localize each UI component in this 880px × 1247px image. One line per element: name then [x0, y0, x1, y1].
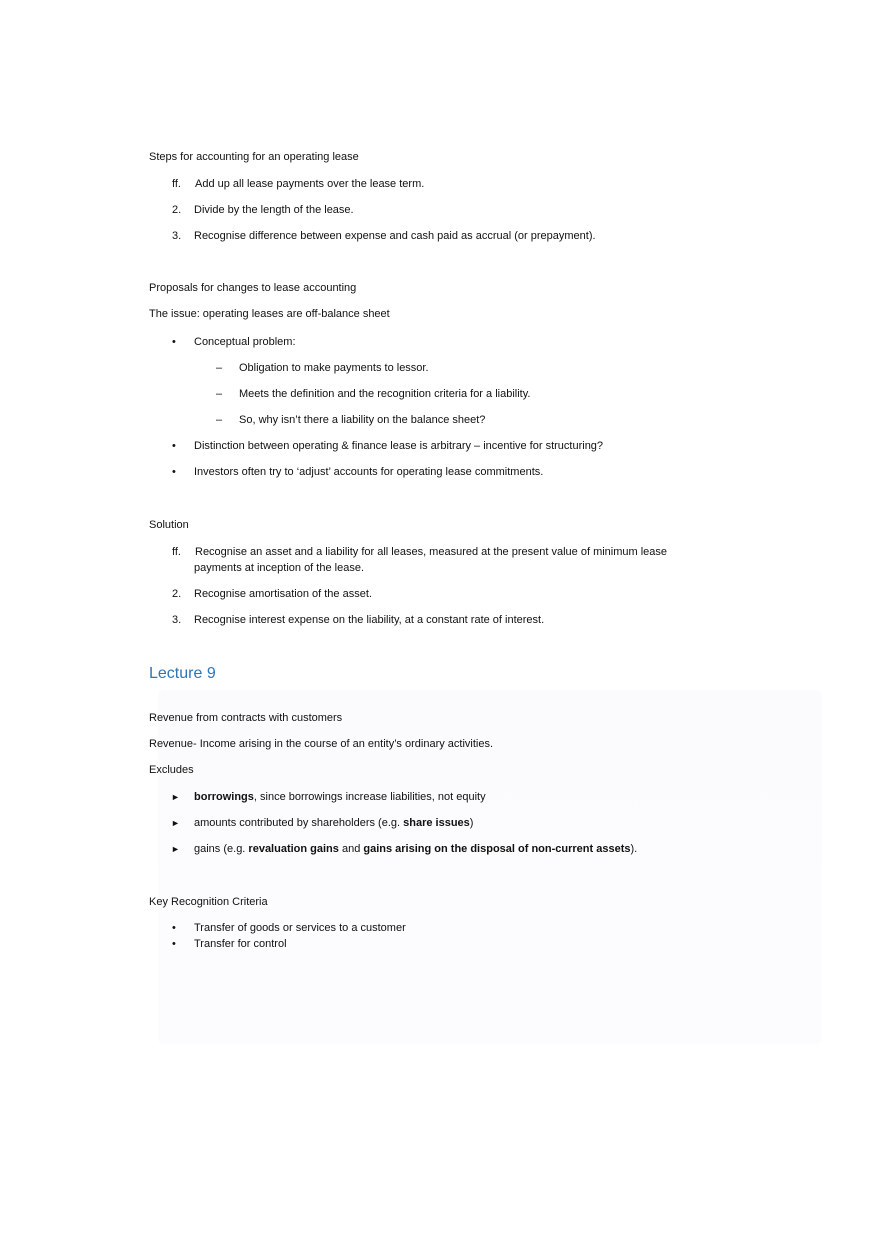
bullet-item: Investors often try to ‘adjust’ accounts for operating lease commitments. [194, 466, 544, 478]
list-item-continuation: payments at inception of the lease. [194, 562, 364, 574]
arrow-bullet-icon: ► [171, 818, 180, 828]
sub-item: So, why isn’t there a liability on the balance sheet? [239, 414, 486, 426]
criteria-title: Key Recognition Criteria [149, 896, 268, 908]
excludes-label: Excludes [149, 764, 194, 776]
exclusion-item [194, 790, 486, 804]
list-item: Recognise difference between expense and cash paid as accrual (or prepayment). [194, 230, 596, 242]
list-marker: 3. [172, 614, 182, 626]
sub-item: Meets the definition and the recognition criteria for a liability. [239, 388, 531, 400]
list-marker: 2. [172, 588, 182, 600]
bold-term: revaluation gains [248, 843, 339, 855]
sub-item: Obligation to make payments to lessor. [239, 362, 429, 374]
list-marker: 3. [172, 230, 182, 242]
section-title-solution: Solution [149, 519, 189, 531]
bullet-item: Conceptual problem: [194, 336, 296, 348]
bullet-marker: • [172, 466, 176, 478]
arrow-bullet-icon: ► [171, 792, 180, 802]
section-title-operating-lease: Steps for accounting for an operating lease [149, 151, 359, 163]
issue-text: The issue: operating leases are off-balance sheet [149, 308, 390, 320]
bold-term: gains arising on the disposal of non-current assets [363, 843, 631, 855]
list-marker: ff. [172, 546, 181, 558]
criteria-item: Transfer for control [194, 938, 287, 950]
list-item: Recognise an asset and a liability for all leases, measured at the present value of minimum lease [195, 546, 668, 558]
list-item: Recognise amortisation of the asset. [194, 588, 372, 600]
lecture-heading: Lecture 9 [149, 665, 216, 682]
exclusion-text: ) [469, 817, 474, 829]
list-marker: ff. [172, 178, 181, 190]
bold-term: share issues [403, 817, 470, 829]
criteria-item: Transfer of goods or services to a customer [194, 922, 406, 934]
section-title-proposals: Proposals for changes to lease accounting [149, 282, 357, 294]
dash-marker: – [216, 414, 223, 426]
exclusion-text: and [338, 843, 364, 855]
revenue-definition: Revenue- Income arising in the course of an entity’s ordinary activities. [149, 738, 494, 750]
bold-term: borrowings [194, 791, 254, 803]
lecture-title: Revenue from contracts with customers [149, 712, 343, 724]
exclusion-item [194, 816, 473, 830]
exclusion-text: amounts contributed by shareholders (e.g. [194, 817, 404, 829]
exclusion-text: , since borrowings increase liabilities, not equity [253, 791, 486, 803]
bullet-marker: • [172, 922, 176, 934]
bullet-item: Distinction between operating & finance lease is arbitrary – incentive for structuring? [194, 440, 604, 452]
list-marker: 2. [172, 204, 182, 216]
exclusion-text: gains (e.g. [194, 843, 249, 855]
list-item: Add up all lease payments over the lease term. [195, 178, 425, 190]
exclusion-item [194, 842, 637, 856]
list-item: Divide by the length of the lease. [194, 204, 354, 216]
dash-marker: – [216, 362, 223, 374]
bullet-marker: • [172, 336, 176, 348]
bullet-marker: • [172, 938, 176, 950]
list-item: Recognise interest expense on the liability, at a constant rate of interest. [194, 614, 545, 626]
arrow-bullet-icon: ► [171, 844, 180, 854]
exclusion-text: ). [630, 843, 638, 855]
dash-marker: – [216, 388, 223, 400]
bullet-marker: • [172, 440, 176, 452]
